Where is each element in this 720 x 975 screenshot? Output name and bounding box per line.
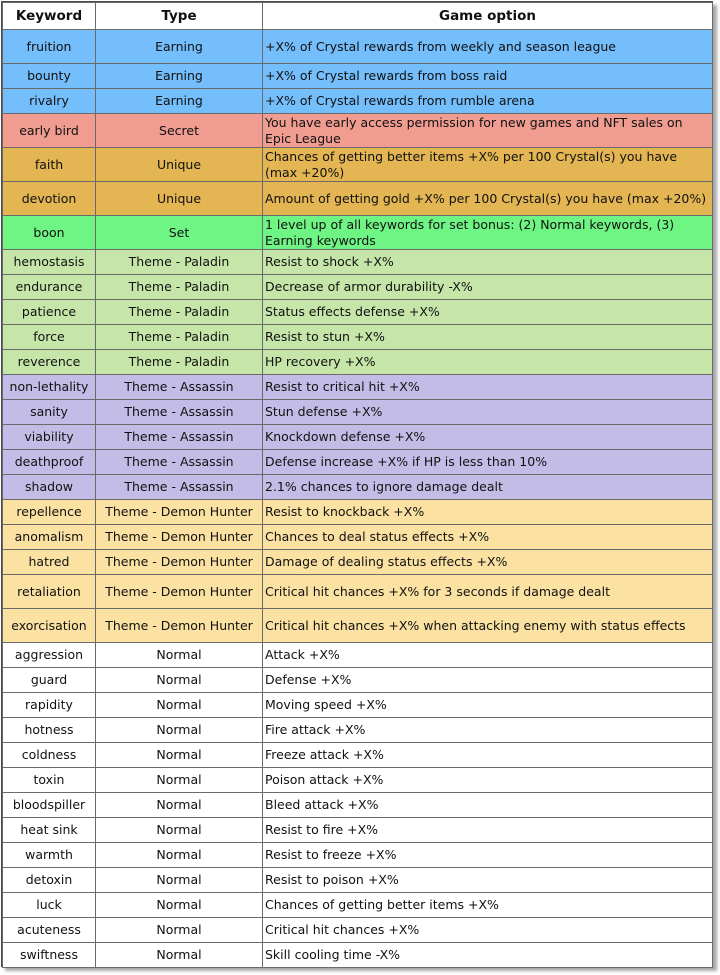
table-row <box>3 693 713 718</box>
keyword-cell: boon <box>3 216 96 250</box>
table-row <box>3 30 713 64</box>
game-option-cell: Resist to shock +X% <box>263 250 713 275</box>
type-cell: Normal <box>96 718 263 743</box>
type-cell: Set <box>96 216 263 250</box>
type-cell: Earning <box>96 64 263 89</box>
type-cell: Unique <box>96 148 263 182</box>
keyword-cell: hemostasis <box>3 250 96 275</box>
table-row <box>3 793 713 818</box>
table-row <box>3 668 713 693</box>
keyword-cell: swiftness <box>3 943 96 968</box>
game-option-cell: Damage of dealing status effects +X% <box>263 550 713 575</box>
type-cell: Theme - Demon Hunter <box>96 525 263 550</box>
table-body <box>3 30 713 968</box>
game-option-cell: Moving speed +X% <box>263 693 713 718</box>
keyword-cell: anomalism <box>3 525 96 550</box>
game-option-cell: Amount of getting gold +X% per 100 Crystal(s) you have (max +20%) <box>263 182 713 216</box>
game-option-cell: HP recovery +X% <box>263 350 713 375</box>
table-row <box>3 475 713 500</box>
type-cell: Theme - Assassin <box>96 375 263 400</box>
keyword-cell: force <box>3 325 96 350</box>
keyword-cell: sanity <box>3 400 96 425</box>
keyword-cell: exorcisation <box>3 609 96 643</box>
type-cell: Theme - Demon Hunter <box>96 609 263 643</box>
keyword-cell: viability <box>3 425 96 450</box>
table-row <box>3 768 713 793</box>
keyword-cell: patience <box>3 300 96 325</box>
table-row <box>3 250 713 275</box>
keyword-cell: reverence <box>3 350 96 375</box>
keyword-cell: hotness <box>3 718 96 743</box>
game-option-cell: Bleed attack +X% <box>263 793 713 818</box>
type-cell: Theme - Paladin <box>96 350 263 375</box>
game-option-cell: Chances of getting better items +X% per 100 Crystal(s) you have (max +20%) <box>263 148 713 182</box>
type-cell: Theme - Paladin <box>96 325 263 350</box>
game-option-cell: Skill cooling time -X% <box>263 943 713 968</box>
table-row <box>3 843 713 868</box>
table-row <box>3 918 713 943</box>
table-row <box>3 89 713 114</box>
type-cell: Normal <box>96 818 263 843</box>
table-row <box>3 275 713 300</box>
table-row <box>3 182 713 216</box>
keyword-cell: aggression <box>3 643 96 668</box>
type-cell: Earning <box>96 89 263 114</box>
keyword-cell: hatred <box>3 550 96 575</box>
type-cell: Normal <box>96 918 263 943</box>
type-cell: Normal <box>96 643 263 668</box>
table-row <box>3 300 713 325</box>
table-row <box>3 893 713 918</box>
table-row <box>3 525 713 550</box>
keyword-cell: rapidity <box>3 693 96 718</box>
type-cell: Normal <box>96 893 263 918</box>
game-option-cell: Status effects defense +X% <box>263 300 713 325</box>
keyword-cell: fruition <box>3 30 96 64</box>
type-cell: Normal <box>96 768 263 793</box>
game-option-cell: Fire attack +X% <box>263 718 713 743</box>
keyword-cell: bounty <box>3 64 96 89</box>
keyword-cell: guard <box>3 668 96 693</box>
table-row <box>3 64 713 89</box>
game-option-cell: +X% of Crystal rewards from boss raid <box>263 64 713 89</box>
keyword-cell: retaliation <box>3 575 96 609</box>
keyword-cell: deathproof <box>3 450 96 475</box>
table-row <box>3 943 713 968</box>
table-row <box>3 743 713 768</box>
game-option-cell: Decrease of armor durability -X% <box>263 275 713 300</box>
table-row <box>3 868 713 893</box>
table-row <box>3 450 713 475</box>
game-option-column-header: Game option <box>263 3 713 30</box>
game-option-cell: Chances to deal status effects +X% <box>263 525 713 550</box>
type-cell: Earning <box>96 30 263 64</box>
table-row <box>3 350 713 375</box>
type-cell: Theme - Assassin <box>96 425 263 450</box>
type-cell: Secret <box>96 114 263 148</box>
game-option-cell: Critical hit chances +X% for 3 seconds if damage dealt <box>263 575 713 609</box>
header-row <box>3 3 713 30</box>
table-row <box>3 818 713 843</box>
type-cell: Theme - Paladin <box>96 300 263 325</box>
game-option-cell: +X% of Crystal rewards from rumble arena <box>263 89 713 114</box>
game-option-cell: Resist to knockback +X% <box>263 500 713 525</box>
keyword-table <box>2 2 713 968</box>
game-option-cell: Defense +X% <box>263 668 713 693</box>
game-option-cell: Poison attack +X% <box>263 768 713 793</box>
keyword-cell: shadow <box>3 475 96 500</box>
table-row <box>3 216 713 250</box>
game-option-cell: Chances of getting better items +X% <box>263 893 713 918</box>
table-row <box>3 575 713 609</box>
type-cell: Theme - Assassin <box>96 475 263 500</box>
table-row <box>3 550 713 575</box>
table-row <box>3 500 713 525</box>
type-cell: Theme - Assassin <box>96 400 263 425</box>
table-row <box>3 425 713 450</box>
keyword-cell: devotion <box>3 182 96 216</box>
table-row <box>3 325 713 350</box>
keyword-cell: non-lethality <box>3 375 96 400</box>
type-cell: Theme - Demon Hunter <box>96 550 263 575</box>
game-option-cell: Critical hit chances +X% when attacking enemy with status effects <box>263 609 713 643</box>
game-option-cell: Knockdown defense +X% <box>263 425 713 450</box>
type-cell: Theme - Demon Hunter <box>96 575 263 609</box>
table-row <box>3 375 713 400</box>
type-cell: Theme - Paladin <box>96 250 263 275</box>
type-cell: Theme - Assassin <box>96 450 263 475</box>
game-option-cell: Attack +X% <box>263 643 713 668</box>
type-cell: Normal <box>96 943 263 968</box>
table-row <box>3 148 713 182</box>
type-cell: Normal <box>96 868 263 893</box>
keyword-cell: heat sink <box>3 818 96 843</box>
game-option-cell: Critical hit chances +X% <box>263 918 713 943</box>
type-cell: Normal <box>96 793 263 818</box>
type-cell: Normal <box>96 843 263 868</box>
keyword-column-header: Keyword <box>3 3 96 30</box>
keyword-cell: coldness <box>3 743 96 768</box>
table-row <box>3 643 713 668</box>
game-option-cell: Resist to critical hit +X% <box>263 375 713 400</box>
keyword-table-frame <box>1 1 713 967</box>
game-option-cell: +X% of Crystal rewards from weekly and season league <box>263 30 713 64</box>
game-option-cell: 1 level up of all keywords for set bonus: (2) Normal keywords, (3) Earning keywords <box>263 216 713 250</box>
game-option-cell: Resist to fire +X% <box>263 818 713 843</box>
keyword-cell: bloodspiller <box>3 793 96 818</box>
keyword-cell: faith <box>3 148 96 182</box>
type-cell: Normal <box>96 668 263 693</box>
keyword-cell: detoxin <box>3 868 96 893</box>
keyword-cell: repellence <box>3 500 96 525</box>
game-option-cell: Freeze attack +X% <box>263 743 713 768</box>
type-cell: Normal <box>96 743 263 768</box>
keyword-cell: endurance <box>3 275 96 300</box>
keyword-cell: luck <box>3 893 96 918</box>
type-cell: Theme - Demon Hunter <box>96 500 263 525</box>
type-cell: Unique <box>96 182 263 216</box>
game-option-cell: You have early access permission for new games and NFT sales on Epic League <box>263 114 713 148</box>
keyword-cell: acuteness <box>3 918 96 943</box>
table-row <box>3 718 713 743</box>
keyword-cell: warmth <box>3 843 96 868</box>
table-row <box>3 400 713 425</box>
type-column-header: Type <box>96 3 263 30</box>
type-cell: Normal <box>96 693 263 718</box>
keyword-cell: rivalry <box>3 89 96 114</box>
type-cell: Theme - Paladin <box>96 275 263 300</box>
game-option-cell: Resist to stun +X% <box>263 325 713 350</box>
keyword-cell: toxin <box>3 768 96 793</box>
game-option-cell: Defense increase +X% if HP is less than 10% <box>263 450 713 475</box>
game-option-cell: Resist to freeze +X% <box>263 843 713 868</box>
table-row <box>3 609 713 643</box>
game-option-cell: Stun defense +X% <box>263 400 713 425</box>
game-option-cell: Resist to poison +X% <box>263 868 713 893</box>
table-row <box>3 114 713 148</box>
keyword-cell: early bird <box>3 114 96 148</box>
game-option-cell: 2.1% chances to ignore damage dealt <box>263 475 713 500</box>
